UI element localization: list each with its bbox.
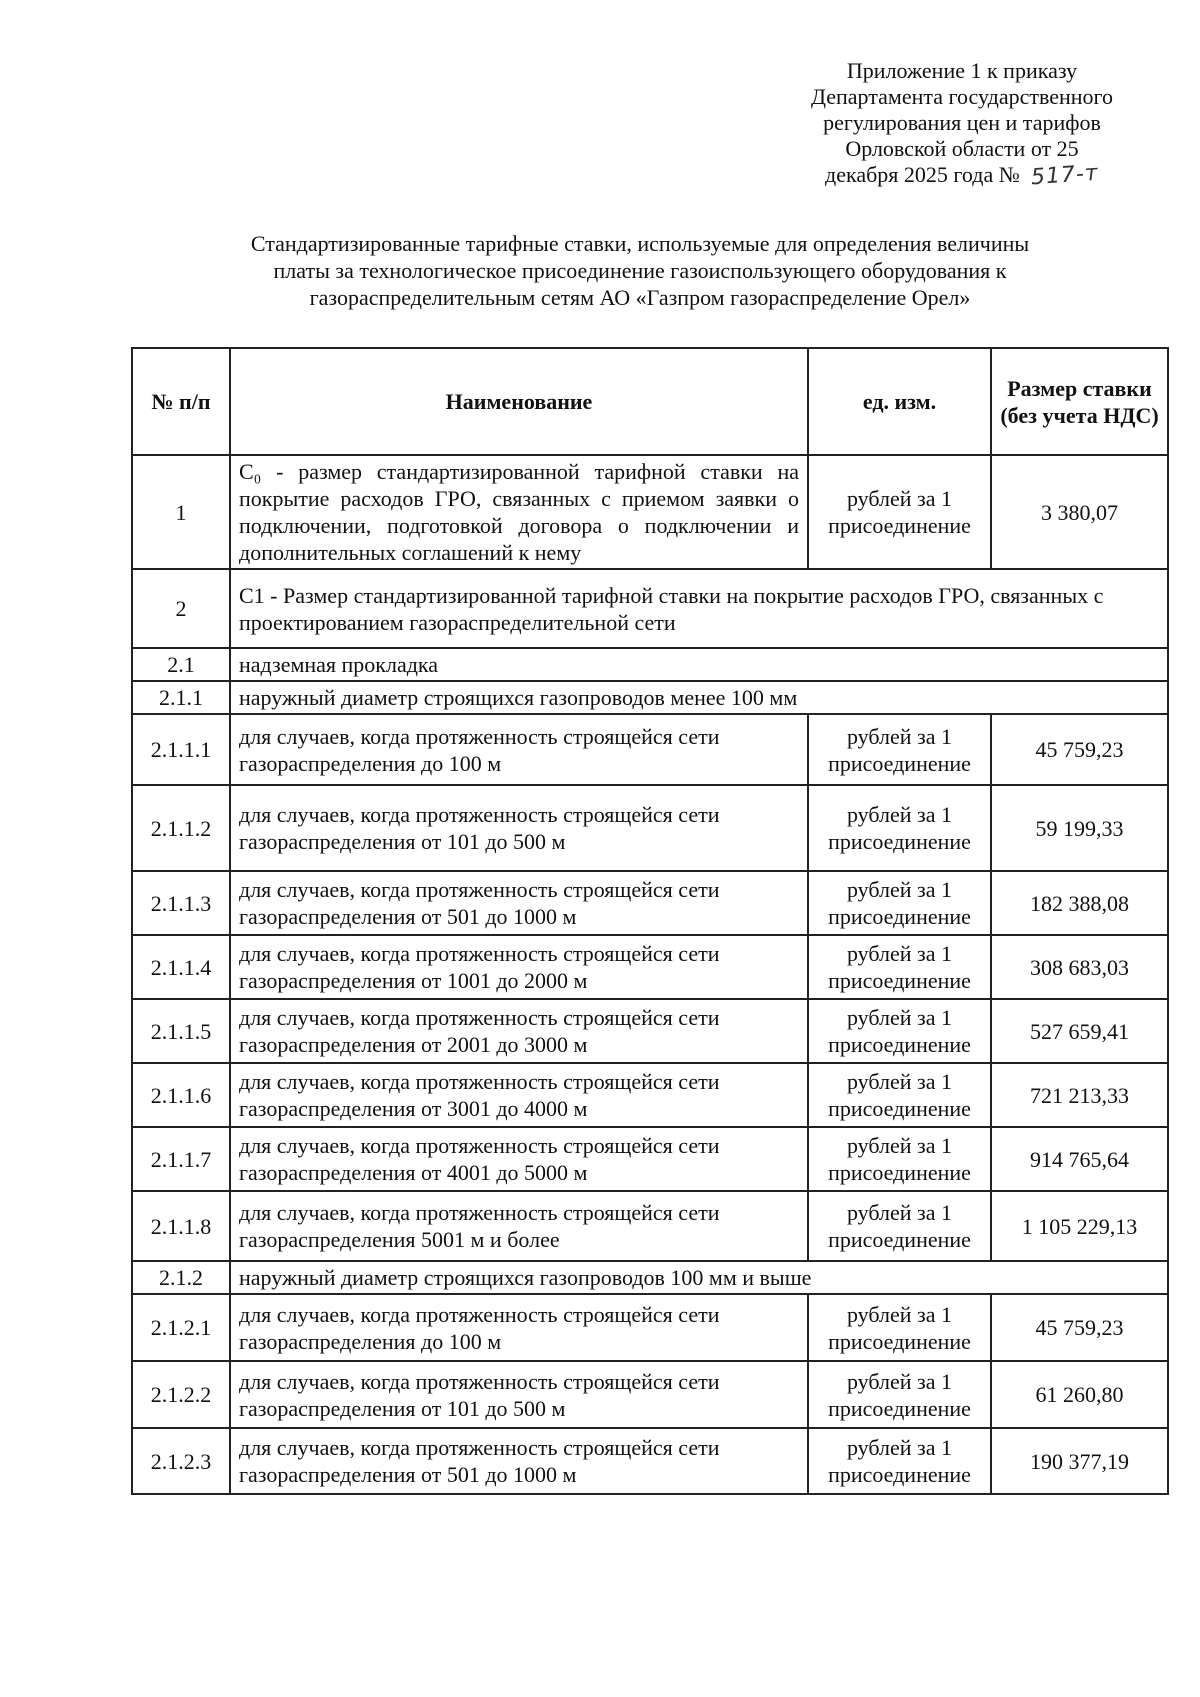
- row-name: для случаев, когда протяженность строящейся сети газораспределения 5001 м и более: [230, 1191, 808, 1261]
- row-rate: 45 759,23: [991, 1294, 1168, 1361]
- title-line: платы за технологическое присоединение газоиспользующего оборудования к: [273, 258, 1007, 283]
- table-row: [132, 871, 1168, 935]
- table-row: [132, 1361, 1168, 1428]
- row-name: C₀ - размер стандартизированной тарифной ставки на покрытие расходов ГРО, связанных с приемом заявки о подключении, подготовкой договора о подключении и дополнительных соглашений к нему: [230, 455, 808, 569]
- row-unit: рублей за 1 присоединение: [808, 1127, 991, 1191]
- header-name: Наименование: [230, 348, 808, 455]
- row-name: для случаев, когда протяженность строящейся сети газораспределения от 4001 до 5000 м: [230, 1127, 808, 1191]
- row-num: 2.1.1.2: [132, 785, 230, 871]
- row-name: для случаев, когда протяженность строящейся сети газораспределения до 100 м: [230, 714, 808, 785]
- row-num: 2.1.1.4: [132, 935, 230, 999]
- row-num: 2.1.1.5: [132, 999, 230, 1063]
- table-header-row: [132, 348, 1168, 455]
- row-name: для случаев, когда протяженность строящейся сети газораспределения от 101 до 500 м: [230, 785, 808, 871]
- table-row: [132, 1063, 1168, 1127]
- row-unit: рублей за 1 присоединение: [808, 455, 991, 569]
- table-row: [132, 714, 1168, 785]
- row-rate: 721 213,33: [991, 1063, 1168, 1127]
- header-rate: Размер ставки (без учета НДС): [991, 348, 1168, 455]
- table-row: [132, 1261, 1168, 1294]
- row-rate: 182 388,08: [991, 871, 1168, 935]
- scan-margin-artifact: [0, 0, 60, 1697]
- table-row: [132, 648, 1168, 681]
- header-unit: ед. изм.: [808, 348, 991, 455]
- row-name: наружный диаметр строящихся газопроводов 100 мм и выше: [230, 1261, 1168, 1294]
- row-rate: 190 377,19: [991, 1428, 1168, 1494]
- row-name: для случаев, когда протяженность строящейся сети газораспределения от 501 до 1000 м: [230, 1428, 808, 1494]
- row-unit: рублей за 1 присоединение: [808, 785, 991, 871]
- row-rate: 61 260,80: [991, 1361, 1168, 1428]
- table-row: [132, 1428, 1168, 1494]
- row-name: для случаев, когда протяженность строящейся сети газораспределения от 3001 до 4000 м: [230, 1063, 808, 1127]
- document-title: [200, 230, 1080, 311]
- row-rate: 45 759,23: [991, 714, 1168, 785]
- appendix-date-line: [782, 162, 1142, 189]
- row-unit: рублей за 1 присоединение: [808, 1294, 991, 1361]
- title-line: Стандартизированные тарифные ставки, используемые для определения величины: [250, 231, 1030, 256]
- row-rate: 914 765,64: [991, 1127, 1168, 1191]
- row-num: 2.1.1.8: [132, 1191, 230, 1261]
- row-name: для случаев, когда протяженность строящейся сети газораспределения от 1001 до 2000 м: [230, 935, 808, 999]
- table-row: [132, 569, 1168, 648]
- row-num: 2.1.2.2: [132, 1361, 230, 1428]
- table-row: [132, 935, 1168, 999]
- row-num: 2.1.1.1: [132, 714, 230, 785]
- header-num: № п/п: [132, 348, 230, 455]
- row-num: 2: [132, 569, 230, 648]
- row-num: 2.1.2: [132, 1261, 230, 1294]
- row-num: 2.1.1.7: [132, 1127, 230, 1191]
- row-unit: рублей за 1 присоединение: [808, 999, 991, 1063]
- row-name: для случаев, когда протяженность строящейся сети газораспределения до 100 м: [230, 1294, 808, 1361]
- row-name: надземная прокладка: [230, 648, 1168, 681]
- appendix-line: Департамента государственного: [810, 84, 1114, 109]
- table-row: [132, 455, 1168, 569]
- row-num: 2.1.1: [132, 681, 230, 714]
- row-name: для случаев, когда протяженность строящейся сети газораспределения от 501 до 1000 м: [230, 871, 808, 935]
- row-rate: 527 659,41: [991, 999, 1168, 1063]
- row-rate: 3 380,07: [991, 455, 1168, 569]
- table-row: [132, 1294, 1168, 1361]
- table-row: [132, 681, 1168, 714]
- row-num: 2.1: [132, 648, 230, 681]
- row-name: для случаев, когда протяженность строящейся сети газораспределения от 2001 до 3000 м: [230, 999, 808, 1063]
- row-num: 2.1.1.6: [132, 1063, 230, 1127]
- row-rate: 59 199,33: [991, 785, 1168, 871]
- appendix-line: Приложение 1 к приказу: [846, 58, 1078, 83]
- row-num: 1: [132, 455, 230, 569]
- tariff-rates-table: [131, 347, 1169, 1495]
- row-name: для случаев, когда протяженность строящейся сети газораспределения от 101 до 500 м: [230, 1361, 808, 1428]
- row-name: С1 - Размер стандартизированной тарифной ставки на покрытие расходов ГРО, связанных с проектированием газораспределительной сети: [230, 569, 1168, 648]
- title-line: газораспределительным сетям АО «Газпром газораспределение Орел»: [309, 285, 971, 310]
- row-unit: рублей за 1 присоединение: [808, 714, 991, 785]
- table-row: [132, 1127, 1168, 1191]
- table-row: [132, 999, 1168, 1063]
- row-num: 2.1.2.3: [132, 1428, 230, 1494]
- row-unit: рублей за 1 присоединение: [808, 1191, 991, 1261]
- appendix-line: Орловской области от 25: [845, 136, 1079, 161]
- row-num: 2.1.1.3: [132, 871, 230, 935]
- table-row: [132, 785, 1168, 871]
- row-rate: 308 683,03: [991, 935, 1168, 999]
- row-num: 2.1.2.1: [132, 1294, 230, 1361]
- row-unit: рублей за 1 присоединение: [808, 871, 991, 935]
- row-unit: рублей за 1 присоединение: [808, 1428, 991, 1494]
- row-rate: 1 105 229,13: [991, 1191, 1168, 1261]
- appendix-header: [782, 58, 1142, 189]
- table-row: [132, 1191, 1168, 1261]
- order-number-handwritten: 517-т: [1030, 160, 1100, 191]
- row-unit: рублей за 1 присоединение: [808, 935, 991, 999]
- row-unit: рублей за 1 присоединение: [808, 1361, 991, 1428]
- row-unit: рублей за 1 присоединение: [808, 1063, 991, 1127]
- appendix-line: регулирования цен и тарифов: [823, 110, 1101, 135]
- row-name: наружный диаметр строящихся газопроводов менее 100 мм: [230, 681, 1168, 714]
- appendix-last-line: декабря 2025 года №: [825, 162, 1020, 187]
